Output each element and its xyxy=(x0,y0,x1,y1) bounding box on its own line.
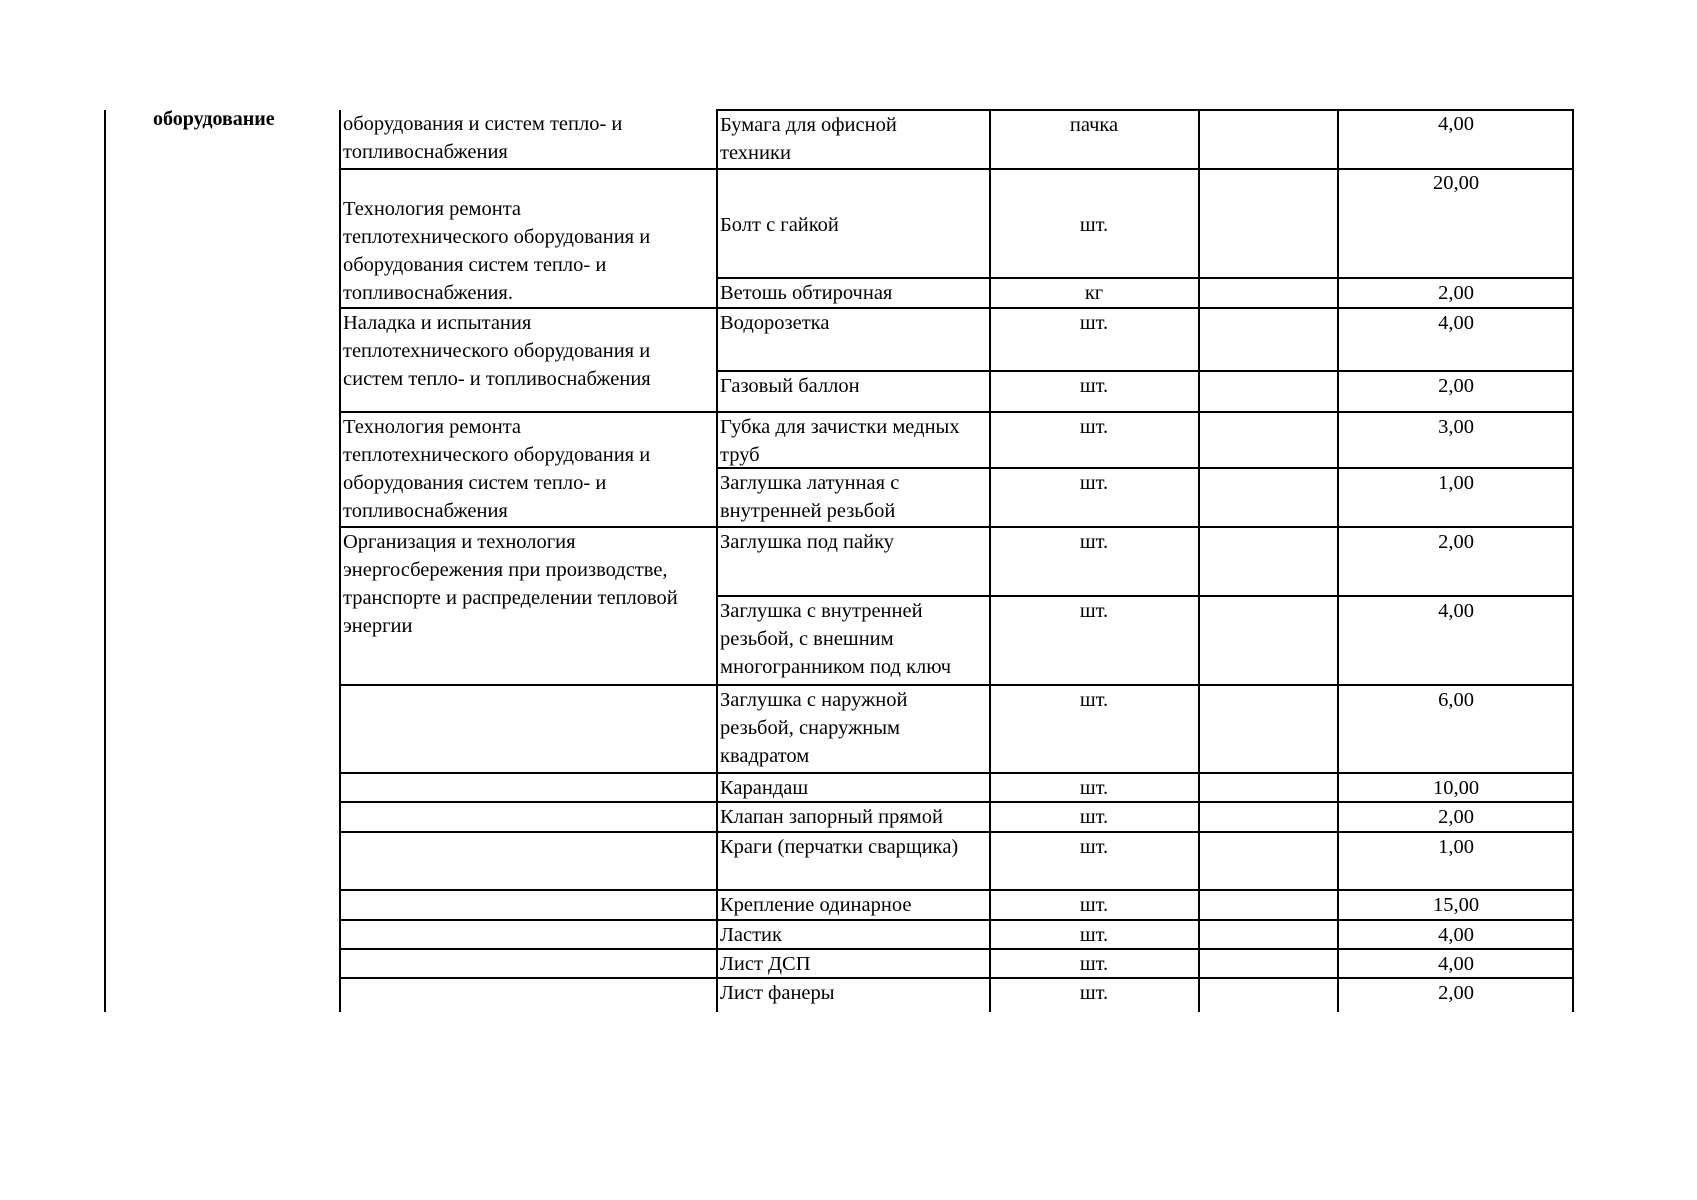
row-border xyxy=(339,889,1574,891)
item-unit: шт. xyxy=(1079,924,1109,946)
item-unit: шт. xyxy=(1079,416,1109,438)
discipline-line: энергии xyxy=(343,615,413,637)
item-unit: шт. xyxy=(1079,777,1109,799)
item-unit: шт. xyxy=(1079,312,1109,334)
item-unit: шт. xyxy=(1079,836,1109,858)
category-label: оборудование xyxy=(153,108,275,130)
discipline-cell xyxy=(343,528,678,640)
item-name: Клапан запорный прямой xyxy=(720,806,943,828)
row-border xyxy=(339,772,1574,774)
item-name: Ветошь обтирочная xyxy=(720,282,893,304)
discipline-line: теплотехнического оборудования и xyxy=(343,444,651,466)
item-unit: пачка xyxy=(1069,114,1119,136)
item-qty: 1,00 xyxy=(1438,472,1474,494)
item-name: Болт с гайкой xyxy=(720,214,839,236)
item-qty: 2,00 xyxy=(1438,806,1474,828)
item-qty: 4,00 xyxy=(1438,113,1474,135)
item-name: Заглушка с наружной резьбой, снаружным квадратом xyxy=(720,689,908,767)
col-border-item-left xyxy=(716,110,718,1012)
col-border-unit-left xyxy=(989,110,991,1012)
discipline-line: систем тепло- и топливоснабжения xyxy=(343,368,651,390)
item-qty: 4,00 xyxy=(1438,924,1474,946)
item-unit: шт. xyxy=(1079,375,1109,397)
col-border-blank-left xyxy=(1198,110,1200,1012)
item-name: Краги (перчатки сварщика) xyxy=(720,836,959,858)
row-border xyxy=(339,919,1574,921)
item-name: Бумага для офисной техники xyxy=(720,114,897,164)
item-unit: шт. xyxy=(1079,982,1109,1004)
row-border xyxy=(339,684,1574,686)
item-name: Заглушка латунная с внутренней резьбой xyxy=(720,472,900,522)
discipline-cell xyxy=(343,309,651,393)
item-unit: шт. xyxy=(1079,953,1109,975)
item-name: Лист ДСП xyxy=(720,953,811,975)
item-qty: 2,00 xyxy=(1438,375,1474,397)
col-border-right xyxy=(1572,110,1574,1012)
item-unit: шт. xyxy=(1079,531,1109,553)
item-qty: 2,00 xyxy=(1438,282,1474,304)
item-unit: шт. xyxy=(1079,214,1109,236)
item-qty: 6,00 xyxy=(1438,689,1474,711)
row-border xyxy=(339,168,1574,170)
item-name: Лист фанеры xyxy=(720,982,835,1004)
item-unit: шт. xyxy=(1079,472,1109,494)
item-name: Карандаш xyxy=(720,777,809,799)
item-qty: 4,00 xyxy=(1438,600,1474,622)
item-qty: 10,00 xyxy=(1432,777,1480,799)
discipline-line: топливоснабжения xyxy=(343,500,508,522)
item-name: Газовый баллон xyxy=(720,375,860,397)
discipline-line: Организация и технология xyxy=(343,531,576,553)
item-name: Губка для зачистки медных труб xyxy=(720,416,960,466)
discipline-line: теплотехнического оборудования и xyxy=(343,340,651,362)
discipline-cell xyxy=(343,110,622,166)
row-border xyxy=(339,977,1574,979)
discipline-line: топливоснабжения. xyxy=(343,282,513,304)
item-name: Водорозетка xyxy=(720,312,830,334)
item-unit: шт. xyxy=(1079,894,1109,916)
item-qty: 20,00 xyxy=(1432,172,1480,194)
item-qty: 3,00 xyxy=(1438,416,1474,438)
discipline-line: теплотехнического оборудования и xyxy=(343,226,651,248)
item-qty: 4,00 xyxy=(1438,312,1474,334)
row-border xyxy=(339,948,1574,950)
discipline-line: Технология ремонта xyxy=(343,198,522,220)
item-unit: шт. xyxy=(1079,806,1109,828)
item-qty: 2,00 xyxy=(1438,982,1474,1004)
discipline-line: транспорте и распределении тепловой xyxy=(343,587,678,609)
discipline-cell xyxy=(343,413,650,525)
outer-left-border xyxy=(104,110,106,1012)
discipline-line: Наладка и испытания xyxy=(343,312,532,334)
item-name: Крепление одинарное xyxy=(720,894,912,916)
item-unit: шт. xyxy=(1079,689,1109,711)
item-unit: кг xyxy=(1084,282,1104,304)
discipline-line: Технология ремонта xyxy=(343,416,522,438)
col-border-qty-left xyxy=(1337,110,1339,1012)
item-name: Ластик xyxy=(720,924,782,946)
discipline-cell xyxy=(343,195,650,307)
item-qty: 2,00 xyxy=(1438,531,1474,553)
item-name: Заглушка под пайку xyxy=(720,531,895,553)
item-qty: 4,00 xyxy=(1438,953,1474,975)
discipline-line: энергосбережения при производстве, xyxy=(343,559,668,581)
row-border xyxy=(339,801,1574,803)
item-unit: шт. xyxy=(1079,600,1109,622)
item-qty: 1,00 xyxy=(1438,836,1474,858)
col-border-discipline-left xyxy=(339,110,341,1012)
discipline-line: топливоснабжения xyxy=(343,141,508,163)
item-qty: 15,00 xyxy=(1432,894,1480,916)
item-name: Заглушка с внутренней резьбой, с внешним многогранником под ключ xyxy=(720,600,952,678)
discipline-line: оборудования систем тепло- и xyxy=(343,254,607,276)
discipline-line: оборудования систем тепло- и xyxy=(343,472,607,494)
discipline-line: оборудования и систем тепло- и xyxy=(343,113,623,135)
